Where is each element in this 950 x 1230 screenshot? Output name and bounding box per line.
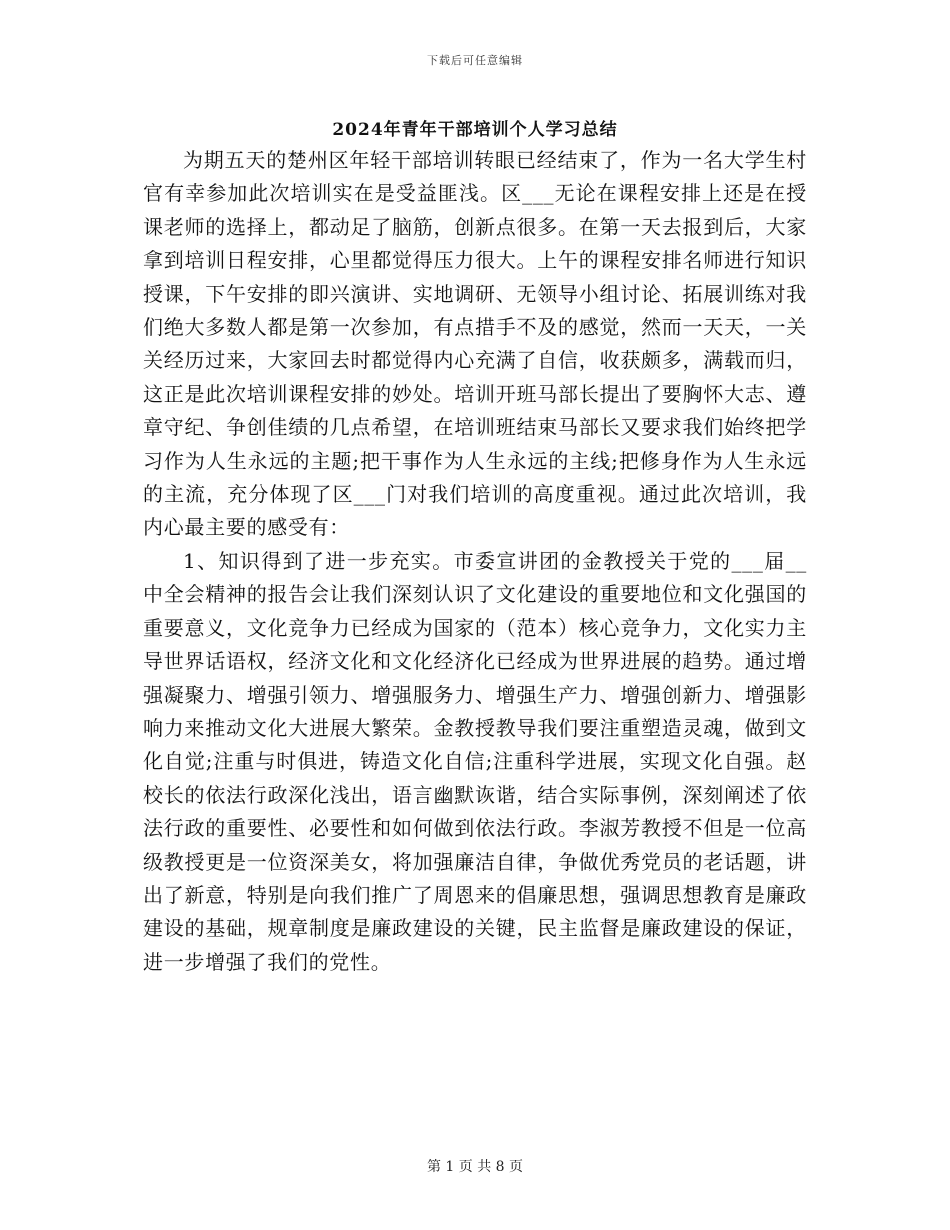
page-header-note: 下载后可任意编辑	[427, 54, 523, 67]
page-number: 第 1 页 共 8 页	[426, 1159, 524, 1175]
document-body	[143, 144, 807, 979]
paragraph-intro: 为期五天的楚州区年轻干部培训转眼已经结束了，作为一名大学生村官有幸参加此次培训实在是受益匪浅。区___无论在课程安排上还是在授课老师的选择上，都动足了脑筋，创新点很多。在第一天去报到后，大家拿到培训日程安排，心里都觉得压力很大。上午的课程安排名师进行知识授课，下午安排的即兴演讲、实地调研、无领导小组讨论、拓展训练对我们绝大多数人都是第一次参加，有点措手不及的感觉，然而一天天，一关关经历过来，大家回去时都觉得内心充满了自信，收获颇多，满载而归，这正是此次培训课程安排的妙处。培训开班马部长提出了要胸怀大志、遵章守纪、争创佳绩的几点希望，在培训班结束马部长又要求我们始终把学习作为人生永远的主题;把干事作为人生永远的主线;把修身作为人生永远的主流，充分体现了区___门对我们培训的高度重视。通过此次培训，我内心最主要的感受有：	[143, 148, 807, 540]
paragraph-point-1: 1、知识得到了进一步充实。市委宣讲团的金教授关于党的___届__中全会精神的报告会让我们深刻认识了文化建设的重要地位和文化强国的重要意义，文化竞争力已经成为国家的（范本）核心竞争力，文化实力主导世界话语权，经济文化和文化经济化已经成为世界进展的趋势。通过增强凝聚力、增强引领力、增强服务力、增强生产力、增强创新力、增强影响力来推动文化大进展大繁荣。金教授教导我们要注重塑造灵魂，做到文化自觉;注重与时俱进，铸造文化自信;注重科学进展，实现文化自强。赵校长的依法行政深化浅出，语言幽默诙谐，结合实际事例，深刻阐述了依法行政的重要性、必要性和如何做到依法行政。李淑芳教授不但是一位高级教授更是一位资深美女，将加强廉洁自律，争做优秀党员的老话题，讲出了新意，特别是向我们推广了周恩来的倡廉思想，强调思想教育是廉政建设的基础，规章制度是廉政建设的关键，民主监督是廉政建设的保证，进一步增强了我们的党性。	[143, 548, 807, 974]
document-title: 2024年青年干部培训个人学习总结	[332, 120, 618, 140]
